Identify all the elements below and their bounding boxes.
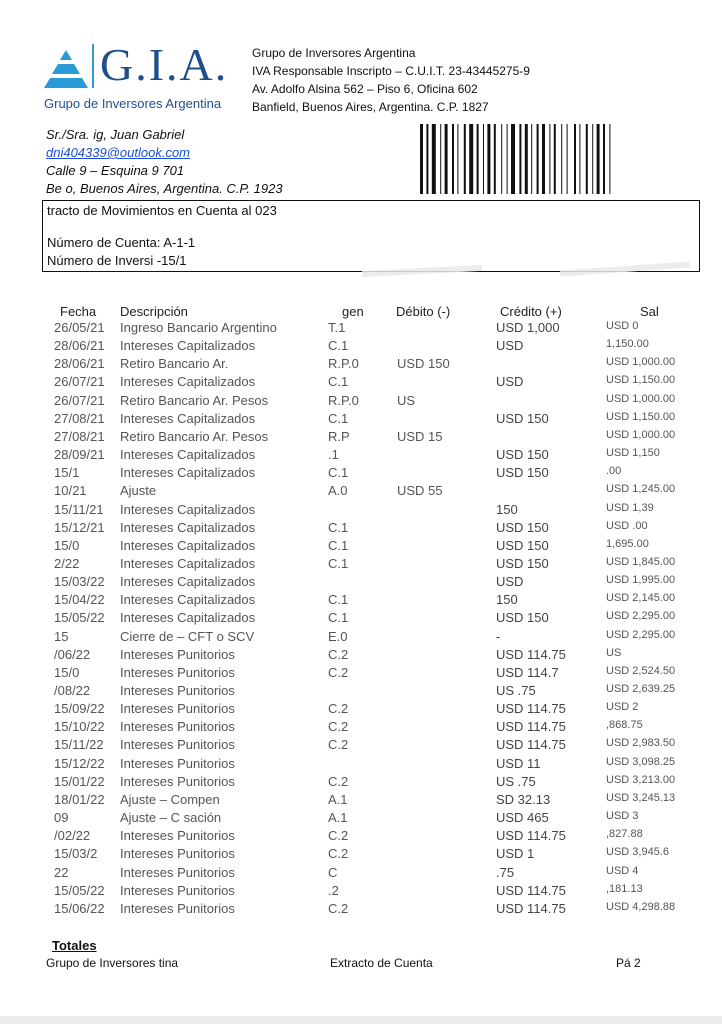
client-street: Calle 9 – Esquina 9 701 [46,163,185,178]
barcode-bar [597,124,600,194]
row-origin: C.1 [328,465,349,481]
row-origin: C.2 [328,773,349,789]
row-balance: USD 4 [606,864,639,877]
barcode-bar [542,124,545,194]
investment-number: Número de Inversi -15/1 [47,253,187,268]
barcode [420,124,698,194]
row-balance: USD 2,295.00 [606,610,676,623]
row-origin: C.2 [328,900,349,916]
row-balance: USD 1,150.00 [606,374,676,387]
row-origin: C.1 [328,537,349,553]
row-date: 27/08/21 [54,428,105,444]
table-row [0,447,722,465]
row-credit: USD 150 [496,555,549,571]
company-line: IVA Responsable Inscripto – C.U.I.T. 23-43445275-9 [252,64,530,78]
row-date: 15/12/22 [54,755,105,771]
barcode-bar [426,124,428,194]
row-origin: .2 [328,882,339,898]
row-credit: SD 32.13 [496,791,551,807]
row-date: 09 [54,810,69,826]
row-balance: ,181.13 [606,882,643,895]
row-credit: USD [496,574,524,590]
barcode-bar [561,124,562,194]
row-credit: USD 150 [496,519,549,535]
row-origin: R.P.0 [328,356,359,372]
row-description: Intereses Capitalizados [120,610,256,626]
row-description: Intereses Capitalizados [120,465,256,481]
table-row [0,429,722,447]
barcode-bar [501,124,502,194]
table-row [0,810,722,828]
row-description: Retiro Bancario Ar. Pesos [120,392,269,408]
scan-smudge [0,1016,722,1024]
totales-label: Totales [52,938,97,953]
table-row [0,647,722,665]
row-date: 15/04/22 [54,592,105,608]
row-description: Intereses Punitorios [120,664,235,680]
row-description: Intereses Capitalizados [120,555,256,571]
row-debit: USD 55 [397,483,443,499]
row-balance: USD 2,524.50 [606,664,676,677]
row-credit: .75 [496,864,515,880]
row-date: 15/12/21 [54,519,105,535]
logo-text: G.I.A. [100,39,229,90]
row-balance: USD 4,298.88 [606,900,676,913]
row-credit: USD 11 [496,755,541,771]
row-credit: US .75 [496,683,536,698]
row-balance: 1,695.00 [606,537,649,550]
row-origin: E.0 [328,628,348,644]
barcode-bar [494,124,496,194]
row-description: Ingreso Bancario Argentino [120,320,277,335]
row-date: 15/1 [54,465,80,481]
row-description: Intereses Punitorios [120,828,235,844]
row-date: 10/21 [54,483,87,499]
table-row [0,356,722,374]
logo-triangle-icon [44,48,88,88]
row-origin: C.2 [328,646,349,662]
barcode-bar [567,124,568,194]
row-credit: USD 150 [496,610,549,626]
table-row [0,756,722,774]
row-balance: US [606,646,622,659]
row-balance: USD 1,845.00 [606,555,676,568]
row-date: 15/06/22 [54,900,105,916]
row-origin: R.P [328,428,350,444]
row-description: Intereses Capitalizados [120,501,256,517]
row-date: 15/10/22 [54,719,105,735]
logo-divider [92,44,94,88]
row-credit: USD 1,000 [496,320,560,335]
row-date: 26/07/21 [54,374,105,390]
row-balance: USD 1,000.00 [606,392,676,405]
client-name: Sr./Sra. ig, Juan Gabriel [46,127,185,142]
table-row [0,574,722,592]
company-line: Banfield, Buenos Aires, Argentina. C.P. 1827 [252,100,489,114]
table-row [0,828,722,846]
table-row [0,719,722,737]
row-origin: C.2 [328,828,349,844]
row-description: Intereses Capitalizados [120,592,256,608]
row-date: 15/11/22 [54,737,104,753]
row-credit: 150 [496,592,518,608]
row-description: Cierre de – CFT o SCV [120,628,255,644]
client-address [46,126,283,198]
row-origin: .1 [328,447,339,463]
company-line: Av. Adolfo Alsina 562 – Piso 6, Oficina 602 [252,82,478,96]
table-row [0,610,722,628]
table-row [0,883,722,901]
table-row [0,901,722,919]
row-date: /06/22 [54,646,91,662]
row-date: 28/06/21 [54,338,105,354]
barcode-bar [452,124,454,194]
row-description: Intereses Capitalizados [120,574,256,590]
row-balance: USD .00 [606,519,648,532]
statement-title: tracto de Movimientos en Cuenta al 023 [47,203,277,218]
row-origin: A.1 [328,791,348,807]
table-row [0,338,722,356]
row-origin: C.1 [328,555,349,571]
row-description: Intereses Capitalizados [120,374,256,390]
row-date: 27/08/21 [54,410,105,426]
company-info [252,44,530,116]
row-date: 18/01/22 [54,791,105,807]
table-row [0,374,722,392]
table-row [0,701,722,719]
table-row [0,320,722,338]
table-row [0,483,722,501]
table-row [0,411,722,429]
barcode-bar [586,124,588,194]
row-credit: 150 [496,501,518,517]
barcode-bar [477,124,479,194]
header-fecha: Fecha [60,304,97,319]
table-row [0,846,722,864]
row-credit: USD 114.75 [496,828,566,844]
row-balance: USD 3,245.13 [606,791,676,804]
row-origin: C.2 [328,719,349,735]
table-row [0,665,722,683]
row-date: 15/03/2 [54,846,98,862]
row-description: Intereses Punitorios [120,864,235,880]
header-credito: Crédito (+) [500,304,562,319]
row-credit: USD 114.75 [496,900,566,916]
barcode-bar [525,124,528,194]
row-description: Intereses Capitalizados [120,410,256,426]
row-origin: C.2 [328,737,349,753]
table-row [0,592,722,610]
row-balance: USD 2,295.00 [606,628,676,641]
row-date: 26/05/21 [54,320,105,335]
client-email-link[interactable]: dni404339@outlook.com [46,145,191,160]
row-balance: ,827.88 [606,828,643,841]
header-saldo: Sal [640,304,659,319]
footer-page: Pá 2 [616,956,641,970]
table-row [0,393,722,411]
row-description: Retiro Bancario Ar. Pesos [120,428,269,444]
row-description: Intereses Punitorios [120,755,235,771]
row-credit: US .75 [496,773,536,789]
barcode-bar [507,124,508,194]
row-description: Ajuste – C sación [120,810,222,826]
row-description: Intereses Capitalizados [120,537,256,553]
row-date: /08/22 [54,683,91,698]
row-balance: USD 1,000.00 [606,428,676,441]
barcode-bar [440,124,441,194]
row-credit: USD 150 [496,447,549,463]
table-row [0,538,722,556]
row-balance: ,868.75 [606,719,643,732]
row-description: Ajuste – Compen [120,791,220,807]
row-date: 15/09/22 [54,701,105,717]
row-description: Intereses Capitalizados [120,447,256,463]
table-row [0,865,722,883]
row-credit: USD 150 [496,465,549,481]
row-date: 15 [54,628,69,644]
row-description: Intereses Capitalizados [120,338,256,354]
header-origen: gen [342,304,364,319]
row-date: 2/22 [54,555,80,571]
barcode-bar [469,124,473,194]
row-description: Intereses Punitorios [120,900,235,916]
row-origin: C.1 [328,338,349,354]
row-balance: 1,150.00 [606,338,649,351]
row-origin: C [328,864,338,880]
barcode-bar [531,124,532,194]
footer-company: Grupo de Inversores tina [46,956,179,970]
row-balance: USD 2 [606,701,639,714]
row-balance: USD 3,213.00 [606,773,676,786]
row-origin: C.2 [328,664,349,680]
table-row [0,683,722,701]
row-credit: USD [496,338,524,354]
logo-subtitle: Grupo de Inversores Argentina [44,96,222,111]
row-description: Intereses Punitorios [120,846,235,862]
row-credit: USD 150 [496,537,549,553]
row-origin: C.2 [328,846,349,862]
row-credit: USD 1 [496,846,535,862]
row-description: Intereses Punitorios [120,683,235,698]
barcode-bar [574,124,576,194]
table-row [0,629,722,647]
row-date: 28/06/21 [54,356,105,372]
company-line: Grupo de Inversores Argentina [252,46,416,60]
table-row [0,465,722,483]
row-balance: USD 2,145.00 [606,592,676,605]
row-credit: - [496,628,501,644]
row-credit: USD 114.75 [496,719,566,735]
header-descripcion: Descripción [120,304,188,319]
row-balance: .00 [606,465,622,478]
row-origin: C.2 [328,701,349,717]
table-row [0,774,722,792]
row-balance: USD 3,098.25 [606,755,676,768]
row-description: Intereses Punitorios [120,719,235,735]
statement-box [42,200,700,272]
row-credit: USD 114.75 [496,646,566,662]
row-balance: USD 2,639.25 [606,683,676,695]
table-row [0,520,722,538]
row-description: Intereses Punitorios [120,773,235,789]
row-credit: USD 465 [496,810,549,826]
barcode-bar [579,124,580,194]
row-description: Intereses Punitorios [120,882,235,898]
row-credit: USD 114.75 [496,737,566,753]
row-date: /02/22 [54,828,91,844]
barcode-bar [519,124,521,194]
row-origin: A.0 [328,483,348,499]
row-origin: C.1 [328,592,349,608]
account-number: Número de Cuenta: A-1-1 [47,235,196,250]
table-row [0,502,722,520]
footer-title: Extracto de Cuenta [330,956,433,970]
row-balance: USD 3,945.6 [606,846,669,859]
row-origin: C.1 [328,610,349,626]
table-row [0,556,722,574]
barcode-bar [420,124,423,194]
row-date: 15/05/22 [54,610,105,626]
barcode-bar [445,124,448,194]
row-debit: US [397,392,416,408]
row-balance: USD 1,000.00 [606,356,676,369]
row-origin: A.1 [328,810,348,826]
row-origin: C.1 [328,410,349,426]
row-description: Retiro Bancario Ar. [120,356,229,372]
row-origin: T.1 [328,320,346,335]
barcode-bar [549,124,550,194]
row-credit: USD 114.7 [496,664,559,680]
row-debit: USD 15 [397,428,443,444]
table-row [0,737,722,755]
barcode-bar [609,124,610,194]
row-balance: USD 1,150 [606,447,660,460]
row-debit: USD 150 [397,356,450,372]
row-origin: C.1 [328,374,349,390]
row-description: Ajuste [120,483,157,499]
row-description: Intereses Capitalizados [120,519,256,535]
row-description: Intereses Punitorios [120,646,235,662]
row-date: 28/09/21 [54,447,105,463]
row-origin: C.1 [328,519,349,535]
row-date: 15/11/21 [54,501,104,517]
row-date: 15/05/22 [54,882,105,898]
row-date: 15/01/22 [54,773,105,789]
row-balance: USD 1,150.00 [606,410,676,423]
row-description: Intereses Punitorios [120,701,235,717]
row-balance: USD 0 [606,320,639,332]
barcode-bar [511,124,515,194]
header-debito: Débito (-) [396,304,451,319]
row-credit: USD 114.75 [496,701,566,717]
row-balance: USD 3 [606,810,639,823]
barcode-bar [464,124,466,194]
row-date: 15/0 [54,664,80,680]
row-credit: USD [496,374,524,390]
barcode-bar [457,124,458,194]
row-date: 26/07/21 [54,392,105,408]
table-row [0,792,722,810]
row-origin: R.P.0 [328,392,359,408]
row-credit: USD 114.75 [496,882,566,898]
row-date: 22 [54,864,69,880]
row-balance: USD 1,39 [606,501,654,514]
barcode-bar [483,124,484,194]
row-balance: USD 2,983.50 [606,737,676,750]
barcode-bar [603,124,605,194]
row-balance: USD 1,245.00 [606,483,676,496]
barcode-bar [592,124,593,194]
row-date: 15/03/22 [54,574,105,590]
row-description: Intereses Punitorios [120,737,235,753]
barcode-bar [537,124,539,194]
row-date: 15/0 [54,537,80,553]
client-city: Be o, Buenos Aires, Argentina. C.P. 1923 [46,181,283,196]
barcode-bar [432,124,436,194]
row-credit: USD 150 [496,410,549,426]
barcode-bar [487,124,490,194]
row-balance: USD 1,995.00 [606,574,676,587]
barcode-bar [554,124,556,194]
